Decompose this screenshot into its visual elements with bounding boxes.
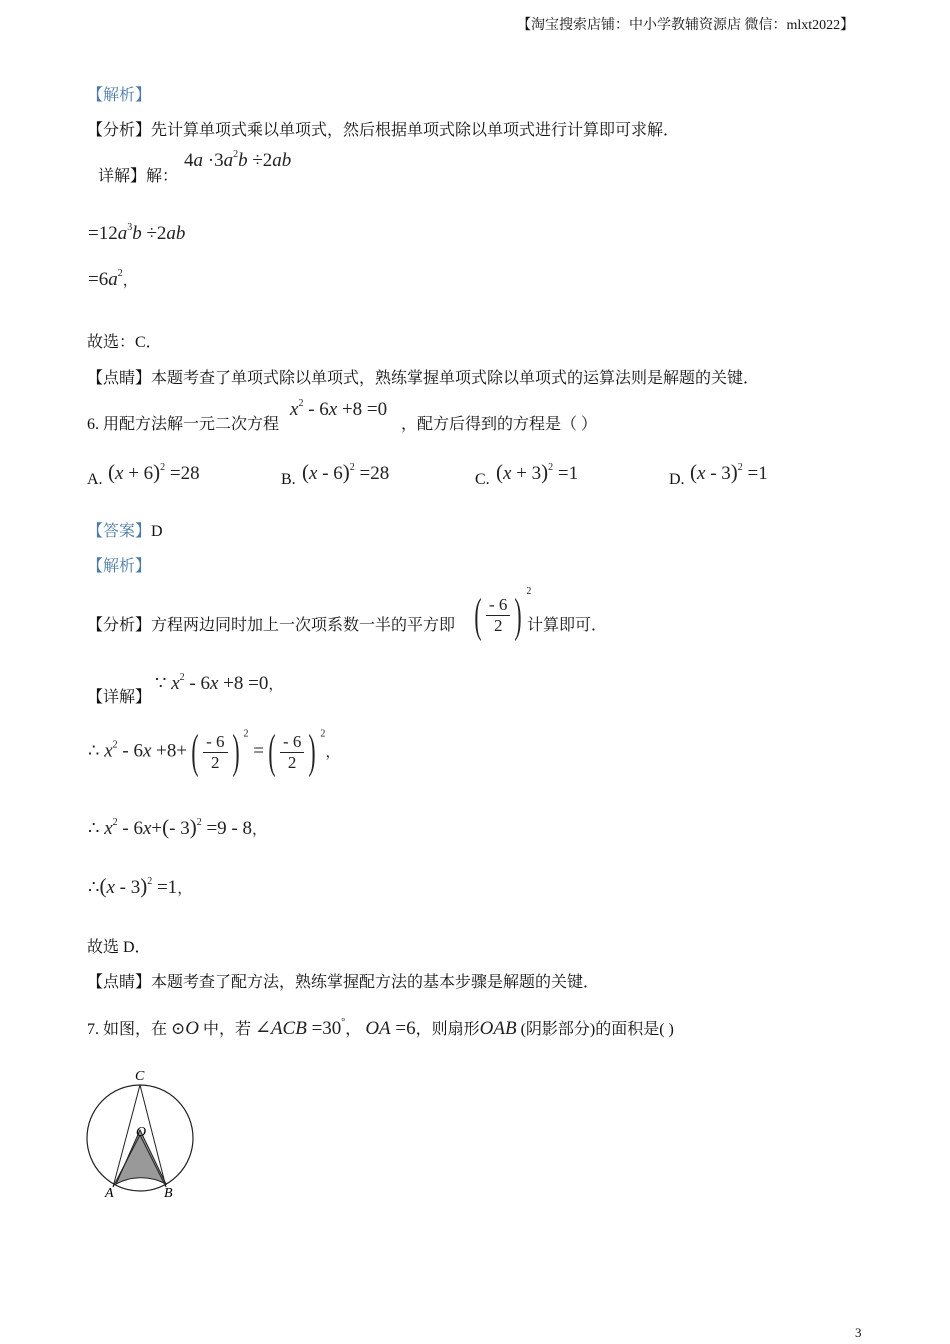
option-c-expr: $(x + 3)^2 =1$: [496, 460, 579, 484]
q6-analysis-fraction: ( $\frac{- 6}{2}$ ) $^2$: [474, 586, 532, 642]
q6-answer: [87, 518, 163, 541]
label-b: B: [164, 1186, 173, 1201]
q7-stem: [87, 1016, 674, 1040]
q7-stem-prefix: 7. 如图，在: [87, 1021, 168, 1038]
q6-analysis-suffix: 计算即可．: [527, 617, 608, 634]
q6-stem-prefix: 6. 用配方法解一元二次方程: [87, 416, 280, 433]
q7-stem-mid3: ，则扇形: [415, 1021, 480, 1038]
q7-stem-suffix: (阴影部分)的面积是( ): [520, 1021, 674, 1038]
q6-detail-label: 【详解】: [87, 689, 152, 706]
option-a-expr: $(x + 6)^2 =28$: [108, 460, 200, 484]
label-c: C: [135, 1069, 145, 1084]
option-d-label: D.: [669, 471, 685, 488]
q6-equation: $x^2 - 6x +8 =0$: [290, 398, 388, 420]
q5-detail-label: 详解】解：: [98, 168, 179, 185]
option-b-label: B.: [281, 471, 296, 488]
answer-label: 【答案】: [87, 523, 152, 540]
q6-detail-step1: ∵ $x^2 - 6x +8 =0$，: [155, 672, 284, 694]
q5-comment: 【点睛】本题考查了单项式除以单项式，熟练掌握单项式除以单项式的运算法则是解题的关键．: [87, 370, 760, 387]
label-o: O: [136, 1125, 147, 1140]
q5-analysis: 【分析】先计算单项式乘以单项式，然后根据单项式除以单项式进行计算即可求解．: [87, 122, 680, 139]
option-a-label: A.: [87, 471, 103, 488]
page-header: 【淘宝搜索店铺：中小学教辅资源店 微信：mlxt2022】: [517, 18, 855, 33]
q6-choice: 故选 D．: [87, 939, 151, 956]
q6-analysis-prefix: 【分析】方程两边同时加上一次项系数一半的平方即: [87, 617, 456, 634]
option-b-expr: (x - 6)$^2$ =28: [302, 460, 390, 484]
q7-circle-figure: [80, 1062, 210, 1207]
q5-jiexi-label: 【解析】: [87, 87, 152, 104]
q6-detail-step3: ∴ $x^2 - 6x+(-$ 3)$^2$ =9 - 8，: [88, 815, 268, 839]
q6-detail-step4: ∴(x - 3)$^2$ =1，: [88, 874, 193, 898]
option-c-label: C.: [475, 471, 490, 488]
q6-jiexi-label: 【解析】: [87, 558, 152, 575]
q5-choice: 故选：C．: [87, 334, 162, 351]
q7-stem-mid1: 中，若: [203, 1021, 252, 1038]
q5-expr-line3: $=6a^2$，: [88, 268, 138, 290]
label-a: A: [105, 1186, 114, 1201]
oa-expr: OA =6: [365, 1018, 416, 1039]
circle-o-symbol: ⊙O: [171, 1018, 199, 1039]
q6-stem-suffix: ，配方后得到的方程是（ ）: [401, 416, 598, 433]
q7-stem-mid2: ，: [345, 1021, 362, 1038]
q5-expr-line2: $=12a^3b \div 2ab$: [88, 222, 186, 244]
q5-expr-line1: $4a \cdot 3a^2b \div 2ab$: [184, 149, 292, 171]
q6-detail-step2: ∴ $x^2 - 6x +8+$( $\frac{- 6}{2}$ ) $^2$ =( $\frac{- 6}{2}$ ) $^2$，: [88, 725, 341, 778]
angle-acb-expr: ∠ACB =30°: [255, 1017, 346, 1039]
sector-oab-label: OAB: [479, 1018, 517, 1039]
option-d-expr: (x - 3)$^2$ =1: [690, 460, 768, 484]
page-number: 3: [855, 1325, 862, 1340]
q6-comment: 【点睛】本题考查了配方法，熟练掌握配方法的基本步骤是解题的关键．: [87, 974, 600, 991]
answer-value: D: [151, 523, 163, 540]
